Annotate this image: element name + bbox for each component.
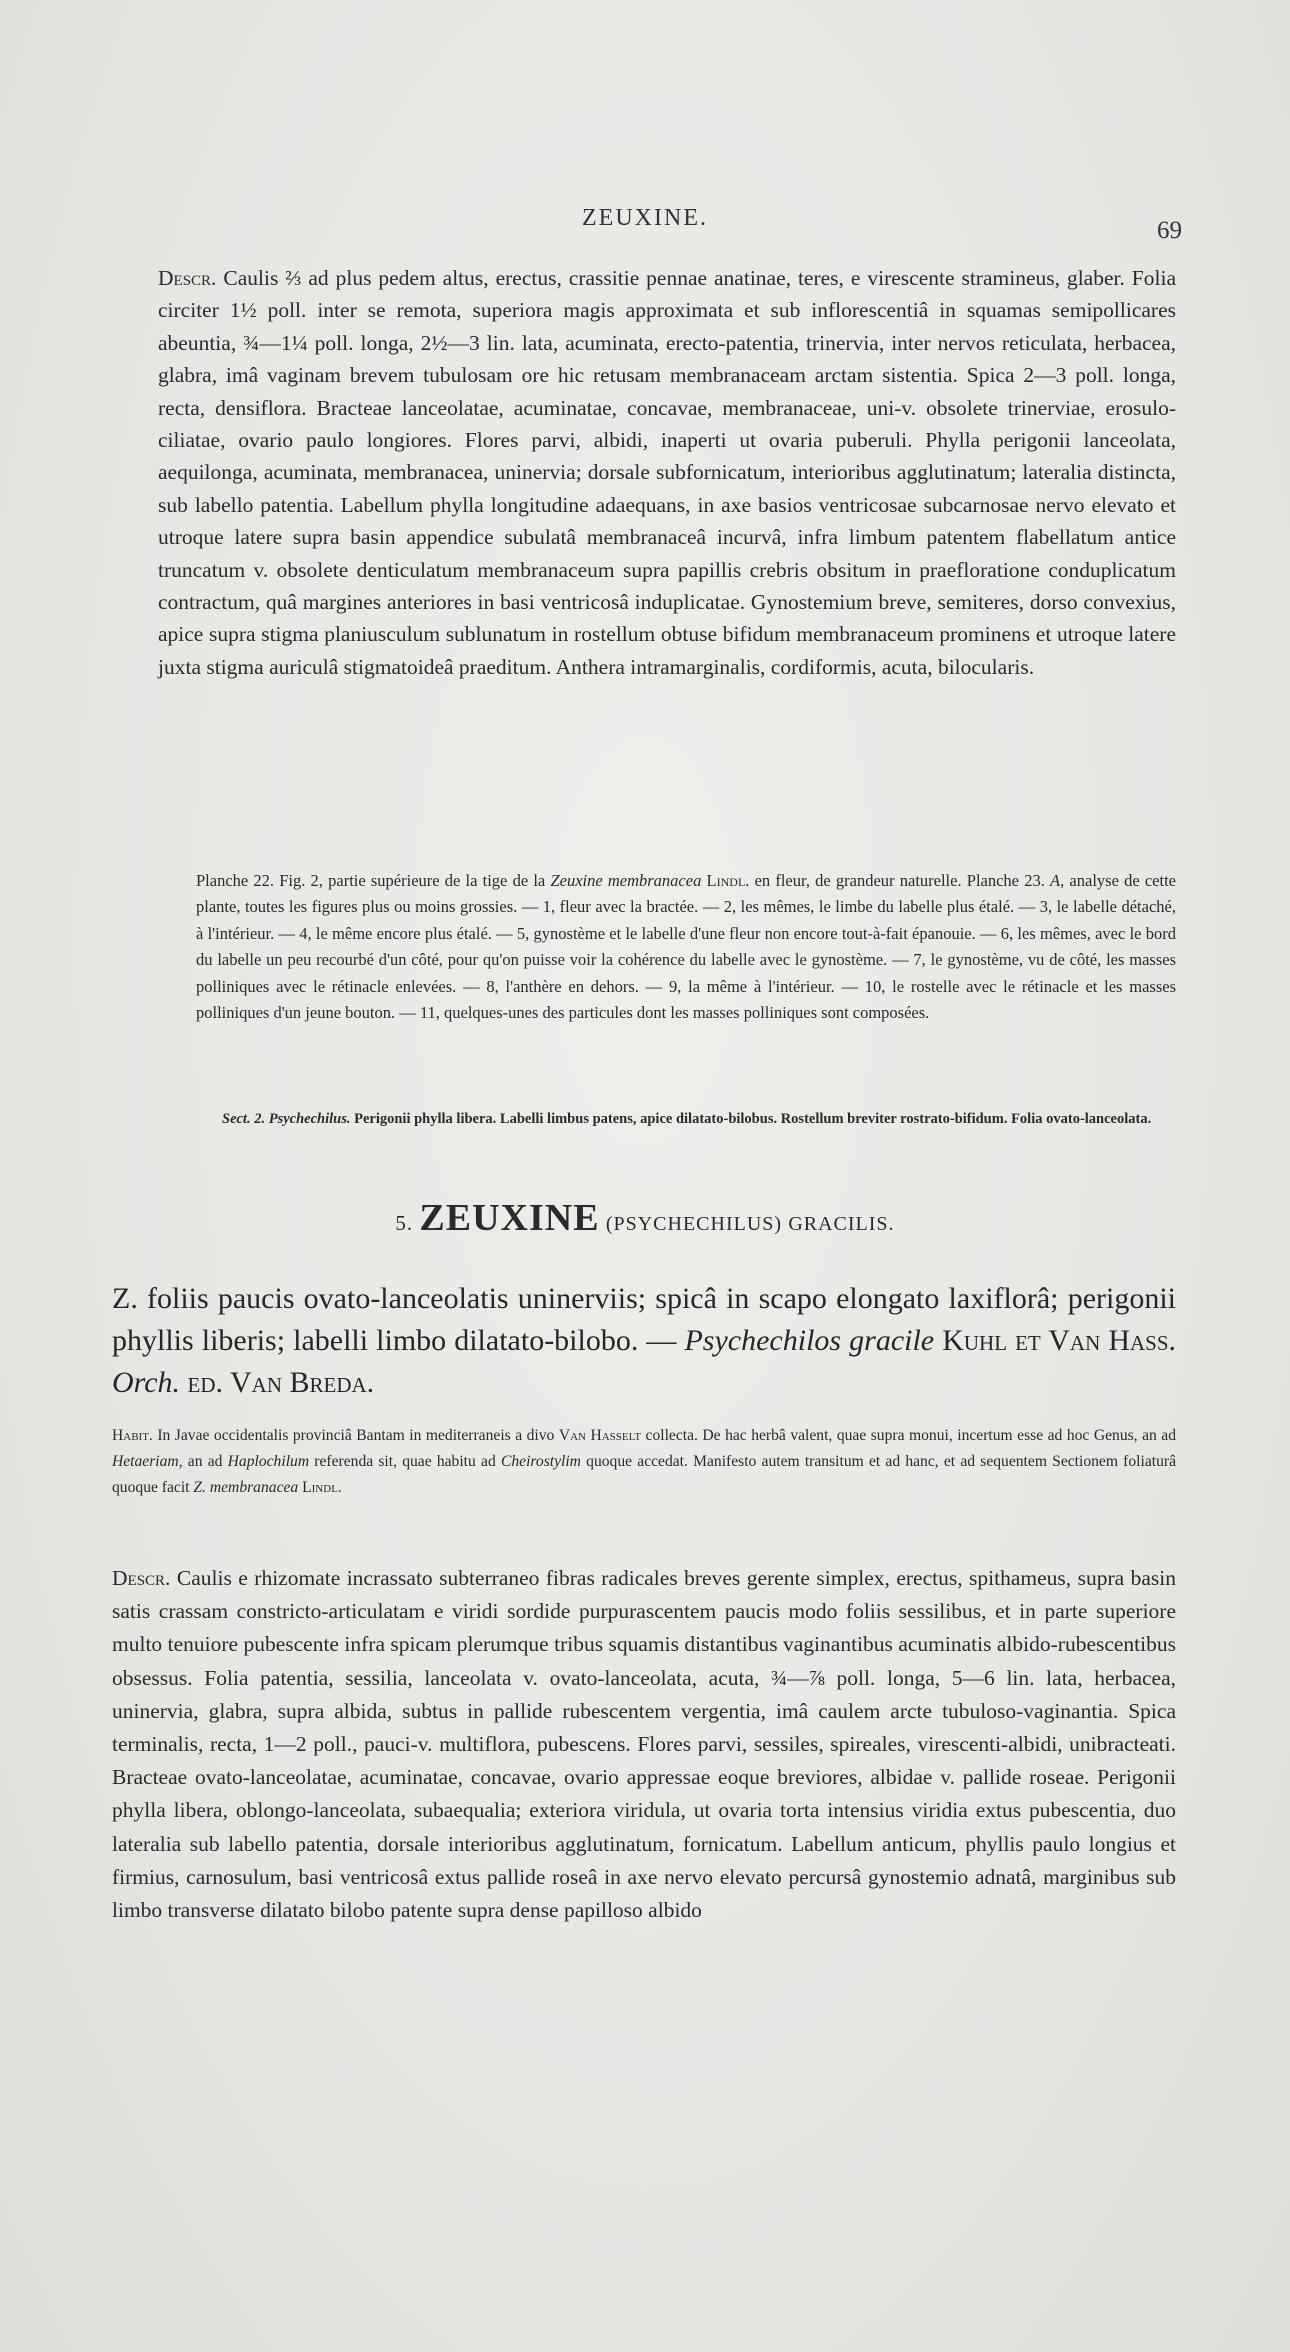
description-paragraph [158,262,1176,683]
descr-text: Caulis e rhizomate incrassato subterraneo fibras radicales breves gerente simplex, erectus, spithameus, supra basin satis crassam constricto-articulatam e viridi sordide purpurascentem paucis modo foliis sessilibus, et in parte superiore multo tenuiore pubescente infra spicam plerumque tribus squamis distantibus vaginantibus acuminatis albido-rubescentibus obsessus. Folia patentia, sessilia, lanceolata v. ovato-lanceolata, acuta, ¾—⅞ poll. longa, 5—6 lin. lata, herbacea, uninervia, glabra, supra albida, subtus in pallide rubescentem vergentia, imâ caulem arcte tubuloso-vaginantia. Spica terminalis, recta, 1—2 poll., pauci-v. multiflora, pubescens. Flores parvi, sessiles, spireales, virescenti-albidi, unibracteati. Bracteae ovato-lanceolatae, acuminatae, concavae, ovario appressae eoque breviores, albidae v. pallide roseae. Perigonii phylla libera, oblongo-lanceolata, subaequalia; exteriora viridula, ut ovaria torta intensius viridia extus pubescentia, duo lateralia sub labello patentia, dorsale interioribus agglutinatum, fornicatum. Labellum anticum, phyllis paulo longius et firmius, carnosulum, basi ventricosâ extus pallide roseâ in axe nervo elevato percursâ gynostemio adnatâ, marginibus sub limbo transverse dilatato bilobo patente supra dense papilloso albido [112,1566,1177,1923]
habitat-text: quoque accedat. Manifesto autem transitum et ad hanc, et ad sequentem Sectionem foliaturâ quoque facit [112,1453,1176,1496]
descr-label: Descr. [158,266,217,290]
habitat-species: Z. membranacea [193,1479,299,1496]
section-diagnosis [222,1108,1176,1131]
species-number: 5. [395,1211,414,1235]
section-text: Perigonii phylla libera. Labelli limbus patens, apice dilatato-bilobus. Rostellum breviter rostrato-bifidum. Folia ovato-lanceolata. [350,1111,1152,1127]
plate-paragraph [196,868,1176,1026]
diagnosis-authors: Kuhl et Van Hass. [934,1324,1177,1357]
plate-species-name: Zeuxine membranacea [550,871,702,890]
diagnosis-synonym: Psychechilos gracile [684,1324,935,1357]
habitat-genus: Hetaeriam [112,1453,179,1470]
habitat-label: Habit. [112,1427,153,1444]
description-zeuxine-gracilis [112,1562,1176,1927]
descr-label: Descr. [112,1566,171,1590]
running-title: ZEUXINE. [582,205,708,231]
habitat-paragraph [112,1423,1176,1501]
diagnosis-paragraph [112,1278,1176,1404]
habitat-text: In Javae occidentalis provinciâ Bantam in mediterraneis a divo [152,1427,559,1444]
habitat-text: collecta. De hac herbâ valent, quae supra monui, incertum esse ad hoc Genus, an ad [641,1427,1176,1444]
species-heading [0,1196,1290,1240]
species-epithet: GRACILIS. [788,1213,895,1235]
plate-text: , analyse de cette plante, toutes les figures plus ou moins grossies. — 1, fleur avec la bractée. — 2, les mêmes, le limbe du labelle plus étalé. — 3, le labelle détaché, à l'intérieur. — 4, le même encore plus étalé. — 5, gynostème et le labelle d'une fleur non encore tout-à-fait épanouie. — 6, les mêmes, avec le bord du labelle un peu recourbé d'un côté, pour qu'on puisse voir la cohérence du labelle avec le gynostème. — 7, le gynostème, vu de côté, les masses polliniques avec le rétinacle enlevées. — 8, l'anthère en dehors. — 9, la même à l'intérieur. — 10, le rostelle avec le rétinacle et les masses polliniques d'un jeune bouton. — 11, quelques-unes des particules dont les masses polliniques sont composées. [196,871,1176,1023]
plate-author: Lindl. [701,871,750,890]
species-genus: ZEUXINE [419,1197,600,1239]
description-paragraph [112,1562,1176,1927]
species-diagnosis [112,1278,1176,1404]
habitat-note [112,1423,1176,1501]
habitat-genus: Cheirostylim [500,1453,581,1470]
plate-text: Planche 22. Fig. 2, partie supérieure de la tige de la [196,871,551,890]
habitat-collector: Van Hasselt [558,1427,642,1444]
diagnosis-work: Orch. [112,1366,181,1399]
section-name: Psychechilus. [268,1111,351,1127]
running-head [0,205,1290,245]
diagnosis-edition: ed. Van Breda. [180,1366,375,1399]
page-number: 69 [1157,217,1182,244]
species-subgenus: (PSYCHECHILUS) [605,1213,783,1235]
diagnosis-text: Z. foliis paucis ovato-lanceolatis uninerviis; spicâ in scapo elongato laxiflorâ; perigonii phyllis liberis; labelli limbo dilatato-bilobo. — [112,1282,1176,1357]
habitat-genus: Haplochilum [227,1453,310,1470]
description-zeuxine-membranacea [158,262,1176,683]
habitat-text: referenda sit, quae habitu ad [309,1453,501,1470]
section-paragraph [222,1108,1176,1131]
plate-text: en fleur, de grandeur naturelle. Planche 23. [749,871,1051,890]
habitat-author: Lindl. [298,1479,342,1496]
descr-text: Caulis ⅔ ad plus pedem altus, erectus, crassitie pennae anatinae, teres, e virescente stramineus, glaber. Folia circiter 1½ poll. inter se remota, superiora magis approximata et sub inflorescentiâ in squamas semipollicares abeuntia, ¾—1¼ poll. longa, 2½—3 lin. lata, acuminata, erecto-patentia, trinervia, inter nervos reticulata, herbacea, glabra, imâ vaginam brevem tubulosam ore hic retusam membranaceam arctam sistentia. Spica 2—3 poll. longa, recta, densiflora. Bracteae lanceolatae, acuminatae, concavae, membranaceae, uni-v. obsolete trinerviae, erosulo-ciliatae, ovario paulo longiores. Flores parvi, albidi, inaperti ut ovaria puberuli. Phylla perigonii lanceolata, aequilonga, acuminata, membranacea, uninervia; dorsale subfornicatum, interioribus agglutinatum; lateralia distincta, sub labello patentia. Labellum phylla longitudine adaequans, in axe basios ventricosae subcarnosae nervo elevato et utroque latere supra basin appendice subulatâ membranaceâ incurvâ, infra limbum patentem flabellatum antice truncatum v. obsolete denticulatum membranaceum supra papillis crebris obsitum in praefloratione conduplicatum contractum, quâ margines anteriores in basi ventricosâ induplicatae. Gynostemium breve, semiteres, dorso convexius, apice supra stigma planiusculum sublunatum in rostellum obtuse bifidum membranaceum prominens et utroque latere juxta stigma auriculâ stigmatoideâ praeditum. Anthera intramarginalis, cordiformis, acuta, bilocularis. [158,266,1176,679]
section-label: Sect. 2. [222,1111,266,1127]
habitat-text: , an ad [178,1453,228,1470]
plate-explanation [196,868,1176,1026]
plate-figure-letter: A [1050,871,1061,890]
